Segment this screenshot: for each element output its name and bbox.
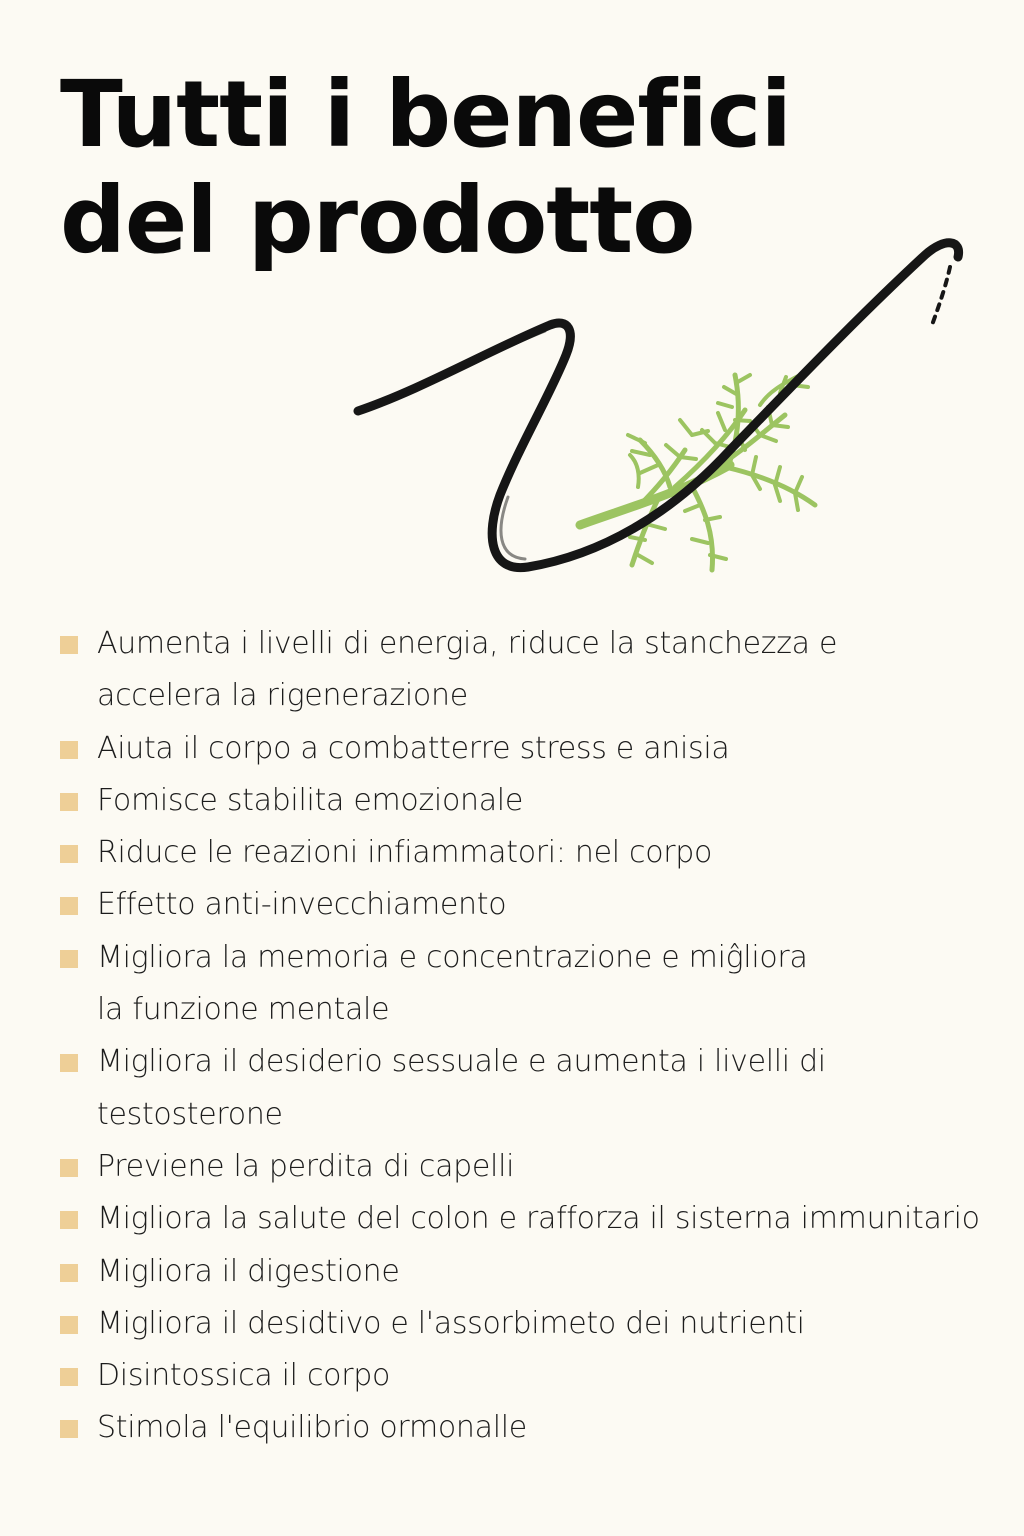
- benefit-text: Previene la perdita di capelli: [97, 1148, 515, 1184]
- herb-brush-illustration: [340, 225, 980, 605]
- benefit-item: [60, 1298, 1010, 1350]
- benefit-text-cont: testosterone: [97, 1096, 283, 1132]
- bullet-square-icon: [60, 1054, 78, 1072]
- bullet-square-icon: [60, 1211, 78, 1229]
- benefit-item: [60, 827, 1010, 879]
- title-line-1: Tutti i benefici: [60, 61, 792, 168]
- benefit-text: Migliora il desiderio sessuale e aumenta i livelli di: [97, 1044, 826, 1080]
- benefit-text: Aiuta il corpo a combatterre stress e anisia: [97, 730, 730, 766]
- benefit-text: Disintossica il corpo: [97, 1358, 391, 1394]
- bullet-square-icon: [60, 897, 78, 915]
- bullet-square-icon: [60, 741, 78, 759]
- benefit-item: [60, 932, 1010, 1037]
- benefit-text: Migliora il digestione: [97, 1253, 400, 1289]
- benefit-text: Stimola l'equilibrio ormonalle: [97, 1410, 527, 1446]
- benefit-text: Effetto anti-invecchiamento: [97, 887, 507, 923]
- benefit-text: Migliora la memoria e concentrazione e miĝliora: [97, 939, 808, 975]
- title-line-2: del prodotto: [60, 167, 695, 274]
- benefit-text: Fomisce stabilita emozionale: [97, 782, 523, 818]
- bullet-square-icon: [60, 1264, 78, 1282]
- benefit-item: [60, 879, 1010, 931]
- benefit-item: [60, 1141, 1010, 1193]
- bullet-square-icon: [60, 1420, 78, 1438]
- benefit-item: [60, 1036, 1010, 1141]
- brush-stroke-squiggle-icon: [358, 243, 959, 568]
- benefit-text: Riduce le reazioni infiammatori: nel corpo: [97, 835, 713, 871]
- bullet-square-icon: [60, 1316, 78, 1334]
- benefit-item: [60, 1402, 1010, 1454]
- benefits-list: [60, 618, 1010, 1455]
- benefit-item: [60, 1350, 1010, 1402]
- benefit-text: Aumenta i livelli di energia, riduce la stanchezza e: [97, 626, 838, 661]
- benefit-text: Migliora la salute del colon e rafforza il sisterna immunitario: [97, 1201, 980, 1237]
- bullet-square-icon: [60, 793, 78, 811]
- benefit-item: [60, 618, 1010, 723]
- benefit-item: [60, 723, 1010, 775]
- benefit-item: [60, 1246, 1010, 1298]
- bullet-square-icon: [60, 636, 78, 654]
- benefit-text: Migliora il desidtivo e l'assorbimeto dei nutrienti: [97, 1305, 805, 1341]
- bullet-square-icon: [60, 1368, 78, 1386]
- bullet-square-icon: [60, 950, 78, 968]
- benefit-item: [60, 1193, 1010, 1245]
- bullet-square-icon: [60, 1159, 78, 1177]
- bullet-square-icon: [60, 845, 78, 863]
- benefit-text-cont: accelera la rigenerazione: [97, 678, 468, 714]
- benefit-item: [60, 775, 1010, 827]
- benefit-text-cont: la funzione mentale: [97, 992, 390, 1028]
